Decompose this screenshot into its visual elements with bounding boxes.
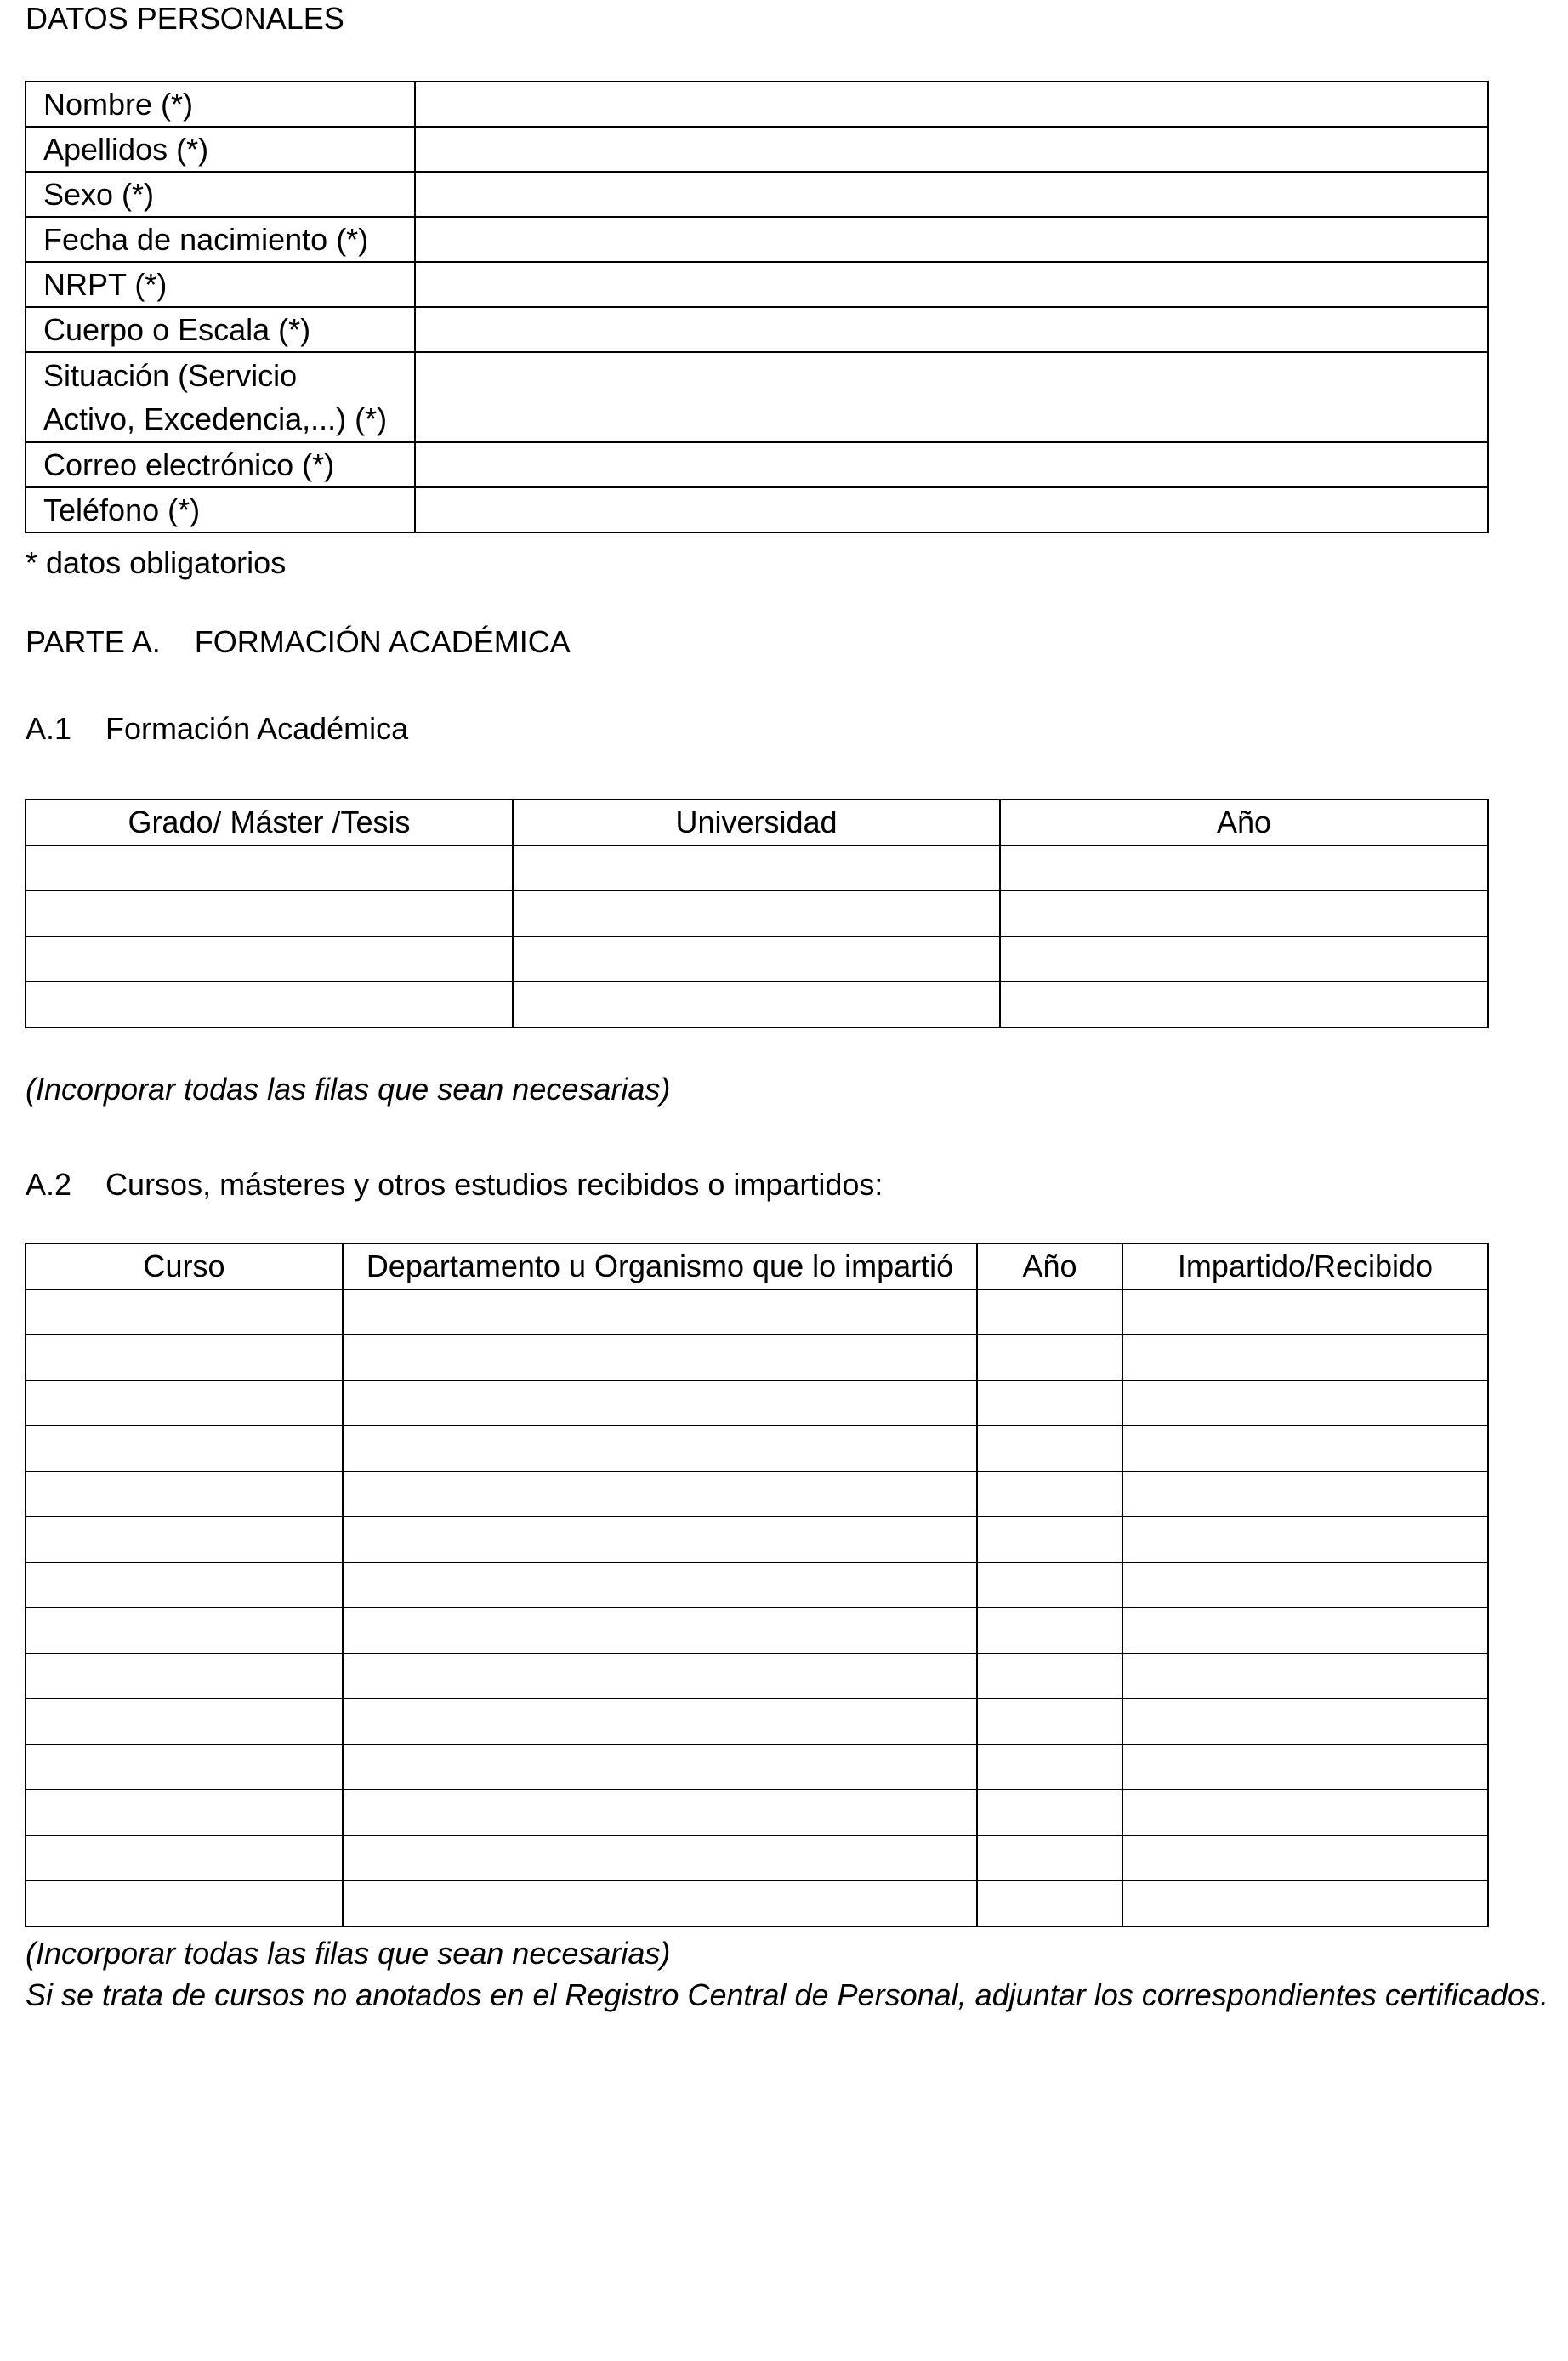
table-cell[interactable] bbox=[977, 1789, 1122, 1835]
field-value-input[interactable] bbox=[415, 82, 1488, 127]
table-cell[interactable] bbox=[1122, 1425, 1488, 1471]
table-cell[interactable] bbox=[1122, 1880, 1488, 1926]
table-row bbox=[26, 1835, 1488, 1881]
table-cell[interactable] bbox=[26, 1380, 343, 1426]
field-label: Apellidos (*) bbox=[26, 127, 415, 172]
field-label: Fecha de nacimiento (*) bbox=[26, 217, 415, 262]
a1-note: (Incorporar todas las filas que sean necesarias) bbox=[26, 1072, 671, 1107]
table-cell[interactable] bbox=[343, 1607, 977, 1653]
table-row bbox=[26, 1698, 1488, 1744]
table-cell[interactable] bbox=[977, 1607, 1122, 1653]
table-cell[interactable] bbox=[513, 936, 1000, 982]
table-cell[interactable] bbox=[977, 1698, 1122, 1744]
table-cell[interactable] bbox=[343, 1789, 977, 1835]
table-row bbox=[26, 845, 1488, 891]
table-cell[interactable] bbox=[1122, 1607, 1488, 1653]
field-value-input[interactable] bbox=[415, 307, 1488, 352]
table-cell[interactable] bbox=[26, 845, 513, 891]
field-label: Teléfono (*) bbox=[26, 487, 415, 532]
field-label: Situación (Servicio Activo, Excedencia,...) (*) bbox=[26, 352, 415, 442]
field-value-input[interactable] bbox=[415, 352, 1488, 442]
table-cell[interactable] bbox=[26, 936, 513, 982]
header-row bbox=[26, 799, 1488, 845]
table-cell[interactable] bbox=[343, 1516, 977, 1562]
table-cell[interactable] bbox=[26, 1425, 343, 1471]
table-cell[interactable] bbox=[977, 1744, 1122, 1790]
personal-field-row bbox=[26, 487, 1488, 532]
field-value-input[interactable] bbox=[415, 217, 1488, 262]
column-header: Grado/ Máster /Tesis bbox=[26, 799, 513, 845]
table-cell[interactable] bbox=[26, 981, 513, 1027]
table-row bbox=[26, 1334, 1488, 1380]
table-cell[interactable] bbox=[343, 1334, 977, 1380]
field-value-input[interactable] bbox=[415, 262, 1488, 307]
table-cell[interactable] bbox=[1122, 1516, 1488, 1562]
column-header: Departamento u Organismo que lo impartió bbox=[343, 1243, 977, 1289]
table-cell[interactable] bbox=[26, 1562, 343, 1608]
column-header: Año bbox=[1000, 799, 1488, 845]
personal-field-row bbox=[26, 82, 1488, 127]
table-cell[interactable] bbox=[26, 1835, 343, 1881]
table-cell[interactable] bbox=[26, 1653, 343, 1699]
table-cell[interactable] bbox=[1122, 1471, 1488, 1517]
academic-training-table bbox=[25, 799, 1489, 1028]
table-cell[interactable] bbox=[26, 1698, 343, 1744]
field-value-input[interactable] bbox=[415, 172, 1488, 217]
table-row bbox=[26, 1653, 1488, 1699]
personal-field-row bbox=[26, 127, 1488, 172]
table-cell[interactable] bbox=[343, 1653, 977, 1699]
table-row bbox=[26, 1880, 1488, 1926]
table-cell[interactable] bbox=[343, 1744, 977, 1790]
table-cell[interactable] bbox=[343, 1562, 977, 1608]
header-row bbox=[26, 1243, 1488, 1289]
table-cell[interactable] bbox=[1122, 1289, 1488, 1335]
table-cell[interactable] bbox=[26, 1880, 343, 1926]
table-cell[interactable] bbox=[977, 1880, 1122, 1926]
table-cell[interactable] bbox=[26, 1289, 343, 1335]
column-header: Impartido/Recibido bbox=[1122, 1243, 1488, 1289]
personal-field-row bbox=[26, 352, 1488, 442]
field-label: Nombre (*) bbox=[26, 82, 415, 127]
personal-field-row bbox=[26, 307, 1488, 352]
table-cell[interactable] bbox=[1122, 1562, 1488, 1608]
table-cell[interactable] bbox=[26, 1607, 343, 1653]
personal-data-table bbox=[25, 81, 1489, 533]
table-row bbox=[26, 1607, 1488, 1653]
table-row bbox=[26, 981, 1488, 1027]
table-cell[interactable] bbox=[513, 845, 1000, 891]
table-row bbox=[26, 1289, 1488, 1335]
table-cell[interactable] bbox=[1000, 845, 1488, 891]
table-row bbox=[26, 1789, 1488, 1835]
required-fields-note: * datos obligatorios bbox=[26, 545, 287, 580]
table-cell[interactable] bbox=[1122, 1653, 1488, 1699]
a2-note: (Incorporar todas las filas que sean necesarias) bbox=[26, 1936, 671, 1971]
table-cell[interactable] bbox=[513, 981, 1000, 1027]
table-cell[interactable] bbox=[977, 1289, 1122, 1335]
table-row bbox=[26, 936, 1488, 982]
table-cell[interactable] bbox=[26, 1516, 343, 1562]
table-cell[interactable] bbox=[977, 1653, 1122, 1699]
field-label: NRPT (*) bbox=[26, 262, 415, 307]
table-cell[interactable] bbox=[977, 1334, 1122, 1380]
personal-field-row bbox=[26, 217, 1488, 262]
table-cell[interactable] bbox=[1122, 1835, 1488, 1881]
table-cell[interactable] bbox=[1122, 1744, 1488, 1790]
table-row bbox=[26, 1562, 1488, 1608]
table-row bbox=[26, 890, 1488, 936]
table-cell[interactable] bbox=[343, 1380, 977, 1426]
column-header: Curso bbox=[26, 1243, 343, 1289]
table-cell[interactable] bbox=[977, 1562, 1122, 1608]
column-header: Año bbox=[977, 1243, 1122, 1289]
personal-field-row bbox=[26, 262, 1488, 307]
field-label: Correo electrónico (*) bbox=[26, 442, 415, 487]
field-value-input[interactable] bbox=[415, 487, 1488, 532]
a1-heading: A.1 Formación Académica bbox=[26, 711, 409, 746]
table-cell[interactable] bbox=[26, 890, 513, 936]
table-cell[interactable] bbox=[1000, 890, 1488, 936]
table-cell[interactable] bbox=[977, 1380, 1122, 1426]
table-cell[interactable] bbox=[977, 1516, 1122, 1562]
personal-field-row bbox=[26, 442, 1488, 487]
courses-table bbox=[25, 1243, 1489, 1927]
table-cell[interactable] bbox=[1122, 1698, 1488, 1744]
table-cell[interactable] bbox=[343, 1289, 977, 1335]
table-cell[interactable] bbox=[1000, 936, 1488, 982]
table-cell[interactable] bbox=[343, 1471, 977, 1517]
table-row bbox=[26, 1425, 1488, 1471]
table-cell[interactable] bbox=[977, 1425, 1122, 1471]
table-cell[interactable] bbox=[513, 890, 1000, 936]
table-cell[interactable] bbox=[26, 1744, 343, 1790]
table-cell[interactable] bbox=[1122, 1380, 1488, 1426]
column-header: Universidad bbox=[513, 799, 1000, 845]
table-cell[interactable] bbox=[1122, 1334, 1488, 1380]
field-value-input[interactable] bbox=[415, 127, 1488, 172]
field-value-input[interactable] bbox=[415, 442, 1488, 487]
field-label: Sexo (*) bbox=[26, 172, 415, 217]
table-cell[interactable] bbox=[343, 1835, 977, 1881]
personal-field-row bbox=[26, 172, 1488, 217]
table-row bbox=[26, 1380, 1488, 1426]
table-row bbox=[26, 1744, 1488, 1790]
table-row bbox=[26, 1516, 1488, 1562]
table-cell[interactable] bbox=[343, 1425, 977, 1471]
table-cell[interactable] bbox=[1000, 981, 1488, 1027]
table-cell[interactable] bbox=[26, 1789, 343, 1835]
table-cell[interactable] bbox=[1122, 1789, 1488, 1835]
table-cell[interactable] bbox=[977, 1471, 1122, 1517]
table-cell[interactable] bbox=[343, 1698, 977, 1744]
part-a-title: PARTE A. FORMACIÓN ACADÉMICA bbox=[26, 624, 571, 659]
table-cell[interactable] bbox=[26, 1471, 343, 1517]
table-cell[interactable] bbox=[343, 1880, 977, 1926]
a2-heading: A.2 Cursos, másteres y otros estudios recibidos o impartidos: bbox=[26, 1167, 883, 1202]
table-cell[interactable] bbox=[26, 1334, 343, 1380]
field-label: Cuerpo o Escala (*) bbox=[26, 307, 415, 352]
table-row bbox=[26, 1471, 1488, 1517]
certificates-note: Si se trata de cursos no anotados en el Registro Central de Personal, adjuntar los correspondientes certificados. bbox=[26, 1977, 1548, 2012]
table-cell[interactable] bbox=[977, 1835, 1122, 1881]
section-title-datos-personales: DATOS PERSONALES bbox=[26, 1, 344, 36]
